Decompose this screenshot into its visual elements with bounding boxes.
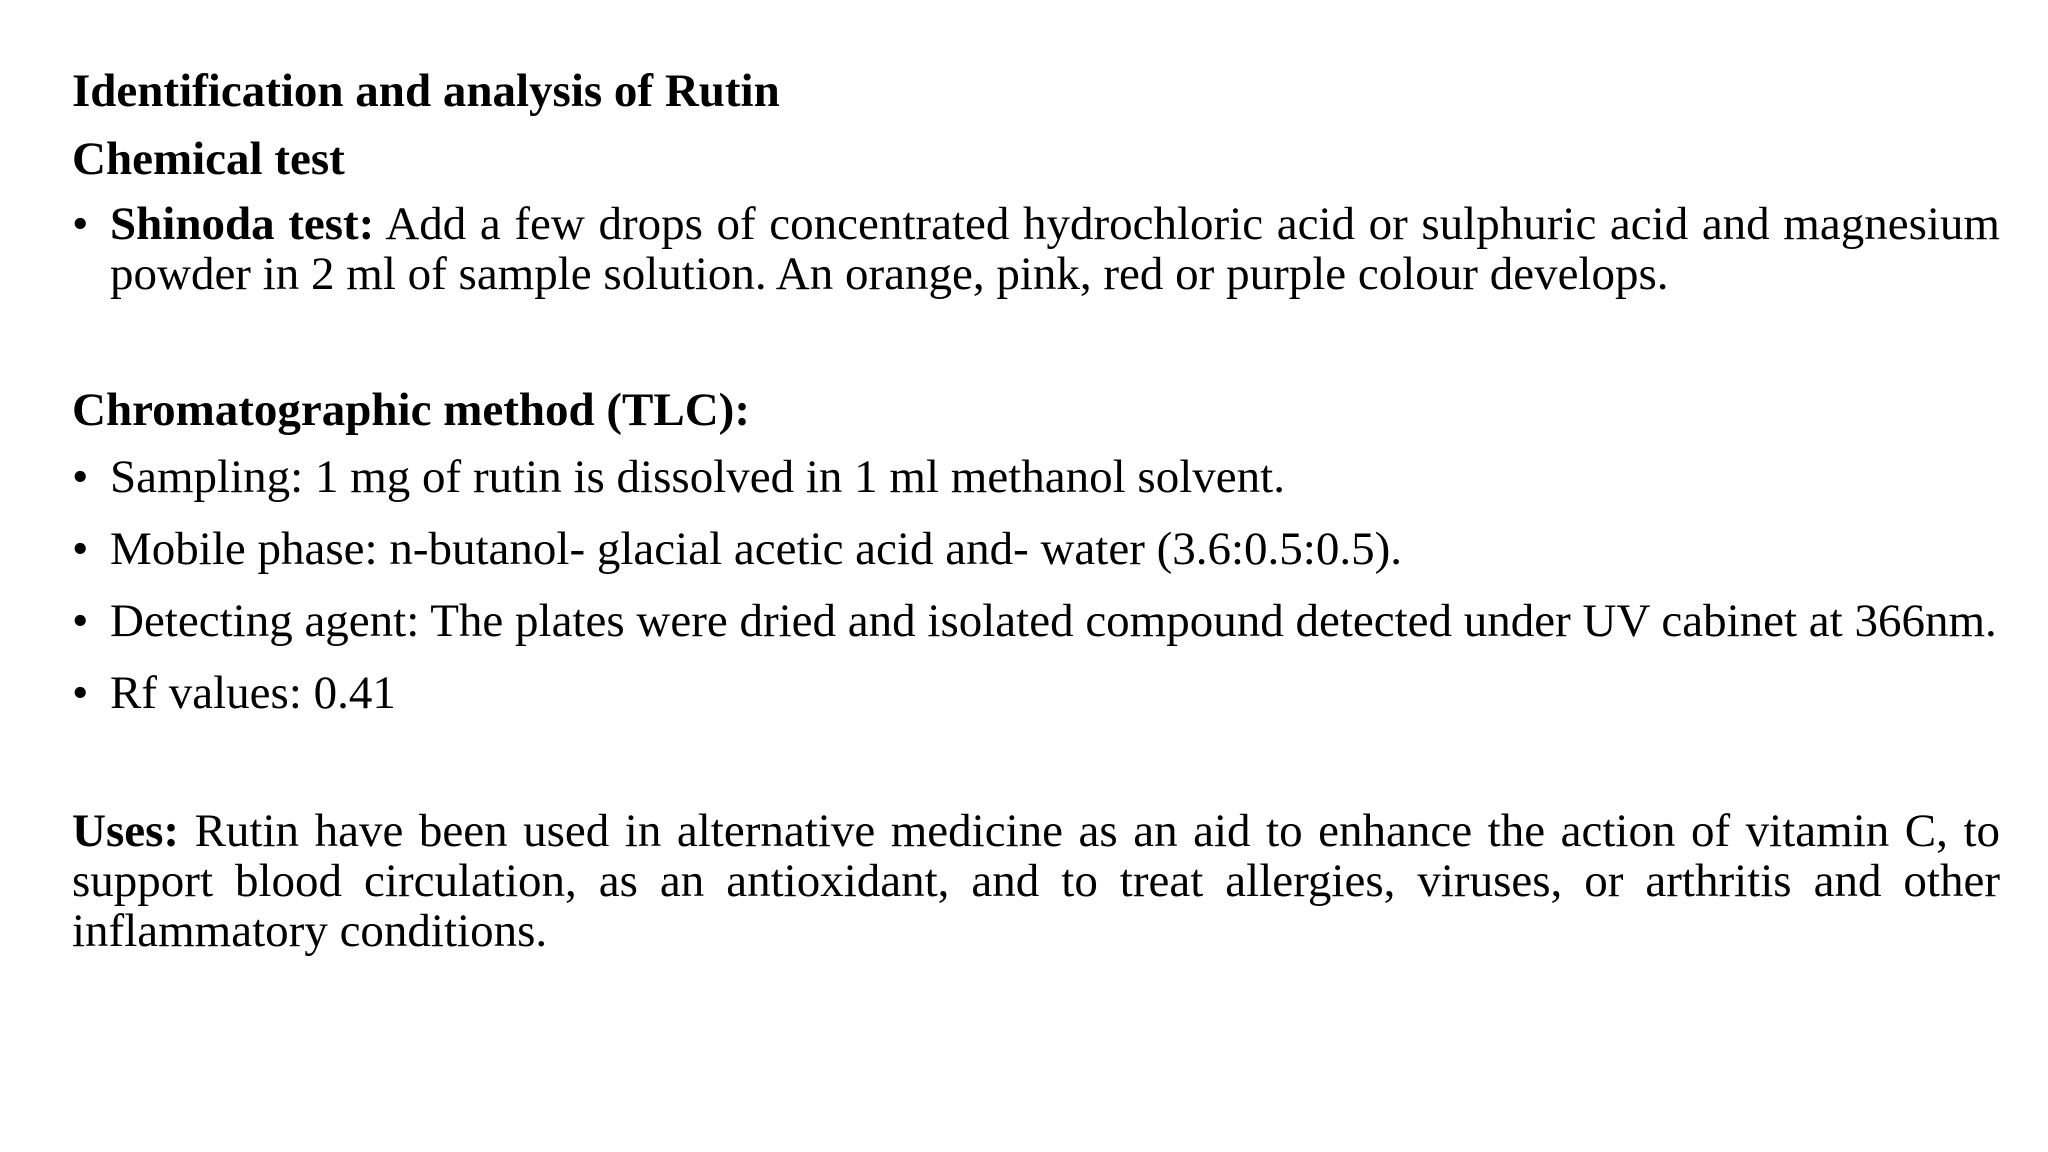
spacer — [72, 718, 2000, 806]
tlc-heading: Chromatographic method (TLC): — [72, 384, 750, 436]
spacer — [72, 299, 2000, 381]
bullet-icon: • — [72, 198, 89, 250]
list-item-rf-values — [72, 668, 2000, 718]
list-item-sampling — [72, 452, 2000, 502]
list-item-mobile-phase — [72, 524, 2000, 574]
list-item-shinoda-test — [72, 199, 2000, 299]
document-page — [72, 62, 2000, 956]
mobile-phase-text: Mobile phase: n-butanol- glacial acetic acid and- water (3.6:0.5:0.5). — [110, 523, 1403, 575]
chemical-test-heading: Chemical test — [72, 133, 345, 185]
bullet-icon: • — [72, 523, 89, 575]
bullet-icon: • — [72, 451, 89, 503]
uses-paragraph — [72, 806, 2000, 956]
tlc-list — [72, 452, 2000, 718]
bullet-icon: • — [72, 667, 89, 719]
shinoda-test-label: Shinoda test: — [110, 198, 375, 250]
detecting-agent-text: Detecting agent: The plates were dried and isolated compound detected under UV cabinet at 366nm. — [110, 595, 1997, 647]
shinoda-test-text: Add a few drops of concentrated hydrochloric acid or sulphuric acid and magnesium powder in 2 ml of sample solution. An orange, pink, red or purple colour develops. — [110, 198, 2000, 300]
bullet-icon: • — [72, 595, 89, 647]
rf-values-text: Rf values: 0.41 — [110, 667, 396, 719]
list-item-detecting-agent — [72, 596, 2000, 646]
uses-text: Rutin have been used in alternative medicine as an aid to enhance the action of vitamin C, to support blood circulation, as an antioxidant, and to treat allergies, viruses, or arthritis and other inflammatory conditions. — [72, 805, 2000, 957]
chemical-test-list — [72, 199, 2000, 299]
uses-label: Uses: — [72, 805, 180, 857]
document-title: Identification and analysis of Rutin — [72, 65, 780, 117]
sampling-text: Sampling: 1 mg of rutin is dissolved in 1 ml methanol solvent. — [110, 451, 1285, 503]
